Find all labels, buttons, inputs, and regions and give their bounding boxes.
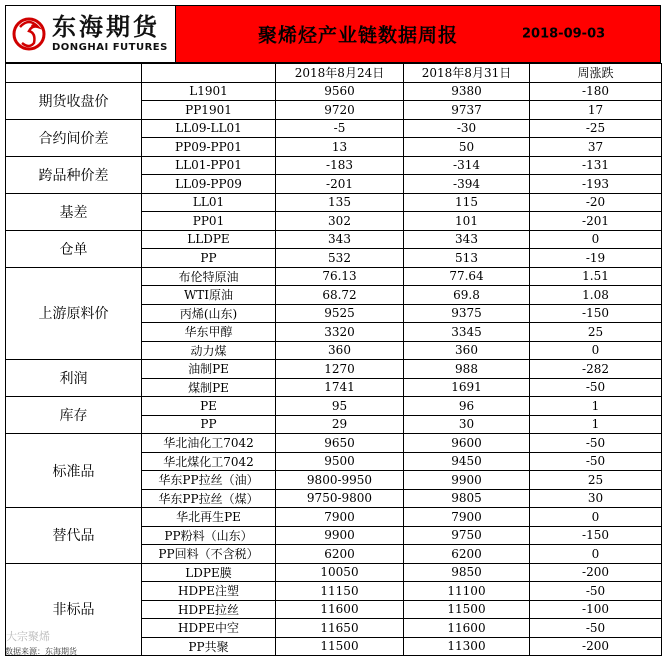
- prev-week-value-cell: 3320: [276, 323, 404, 342]
- item-name-cell: PP1901: [142, 101, 276, 120]
- item-name-cell: PP: [142, 415, 276, 434]
- item-name-cell: 华北煤化工7042: [142, 452, 276, 471]
- weekly-change-cell: -100: [530, 600, 662, 619]
- curr-week-value-cell: 360: [404, 341, 530, 360]
- item-name-cell: LL09-PP09: [142, 175, 276, 194]
- watermark-text: 大宗聚烯: [6, 630, 50, 643]
- curr-week-value-cell: 988: [404, 360, 530, 379]
- curr-week-value-cell: 3345: [404, 323, 530, 342]
- curr-week-value-cell: 6200: [404, 545, 530, 564]
- curr-week-value-cell: 343: [404, 230, 530, 249]
- category-label: 库存: [6, 397, 142, 434]
- footnote-text: 数据来源：东海期货: [5, 647, 77, 656]
- prev-week-value-cell: -183: [276, 156, 404, 175]
- dragon-logo-icon: [12, 13, 46, 55]
- category-label: 基差: [6, 193, 142, 230]
- curr-week-value-cell: -30: [404, 119, 530, 138]
- weekly-change-cell: -200: [530, 563, 662, 582]
- prev-week-value-cell: 11650: [276, 619, 404, 638]
- item-name-cell: 布伦特原油: [142, 267, 276, 286]
- report-header: [5, 5, 661, 63]
- curr-week-value-cell: 9380: [404, 82, 530, 101]
- logo-chinese-name: 东海期货: [52, 13, 160, 41]
- table-row: [6, 508, 662, 527]
- prev-week-value-cell: 343: [276, 230, 404, 249]
- prev-week-value-cell: 532: [276, 249, 404, 268]
- prev-week-value-cell: 360: [276, 341, 404, 360]
- curr-week-value-cell: 7900: [404, 508, 530, 527]
- item-name-cell: PP09-PP01: [142, 138, 276, 157]
- prev-week-value-cell: 11150: [276, 582, 404, 601]
- category-label: 仓单: [6, 230, 142, 267]
- table-row: [6, 156, 662, 175]
- prev-week-value-cell: 1741: [276, 378, 404, 397]
- curr-week-value-cell: 30: [404, 415, 530, 434]
- logo-english-name: DONGHAI FUTURES: [52, 42, 168, 53]
- curr-week-value-cell: 9750: [404, 526, 530, 545]
- weekly-change-cell: -19: [530, 249, 662, 268]
- curr-week-value-cell: 9900: [404, 471, 530, 490]
- weekly-change-cell: 0: [530, 230, 662, 249]
- table-row: [6, 82, 662, 101]
- table-row: [6, 193, 662, 212]
- item-name-cell: LL01-PP01: [142, 156, 276, 175]
- table-row: [6, 563, 662, 582]
- item-name-cell: LL09-LL01: [142, 119, 276, 138]
- prev-week-value-cell: 1270: [276, 360, 404, 379]
- weekly-change-cell: -50: [530, 452, 662, 471]
- item-name-cell: 丙烯(山东): [142, 304, 276, 323]
- weekly-change-cell: 25: [530, 471, 662, 490]
- curr-week-value-cell: 9450: [404, 452, 530, 471]
- weekly-change-cell: -25: [530, 119, 662, 138]
- curr-week-value-cell: 50: [404, 138, 530, 157]
- weekly-change-cell: 0: [530, 341, 662, 360]
- weekly-change-cell: 1: [530, 397, 662, 416]
- item-name-cell: HDPE拉丝: [142, 600, 276, 619]
- table-row: [6, 434, 662, 453]
- prev-week-value-cell: 9500: [276, 452, 404, 471]
- weekly-change-cell: -150: [530, 526, 662, 545]
- weekly-change-cell: -200: [530, 637, 662, 656]
- weekly-change-cell: 25: [530, 323, 662, 342]
- data-table: [5, 63, 662, 656]
- category-label: 上游原料价: [6, 267, 142, 360]
- prev-week-value-cell: 11600: [276, 600, 404, 619]
- prev-week-value-cell: 9560: [276, 82, 404, 101]
- weekly-change-cell: 0: [530, 508, 662, 527]
- prev-week-value-cell: 9720: [276, 101, 404, 120]
- item-name-cell: 华北再生PE: [142, 508, 276, 527]
- company-logo: [6, 6, 176, 62]
- item-name-cell: PP粉料（山东）: [142, 526, 276, 545]
- item-name-cell: LL01: [142, 193, 276, 212]
- category-label: 利润: [6, 360, 142, 397]
- category-label: 期货收盘价: [6, 82, 142, 119]
- curr-week-value-cell: 96: [404, 397, 530, 416]
- category-label: 跨品种价差: [6, 156, 142, 193]
- prev-week-value-cell: 9900: [276, 526, 404, 545]
- curr-week-value-cell: 9805: [404, 489, 530, 508]
- weekly-change-cell: -50: [530, 619, 662, 638]
- weekly-change-cell: -282: [530, 360, 662, 379]
- report-date: 2018-09-03: [522, 26, 606, 42]
- table-row: [6, 397, 662, 416]
- column-header-weekly-change: 周涨跌: [530, 64, 662, 83]
- prev-week-value-cell: -201: [276, 175, 404, 194]
- curr-week-value-cell: 11100: [404, 582, 530, 601]
- item-name-cell: PP: [142, 249, 276, 268]
- weekly-change-cell: -180: [530, 82, 662, 101]
- curr-week-value-cell: 9600: [404, 434, 530, 453]
- curr-week-value-cell: -314: [404, 156, 530, 175]
- title-banner: [176, 6, 660, 62]
- item-name-cell: 华东PP拉丝（油）: [142, 471, 276, 490]
- prev-week-value-cell: 11500: [276, 637, 404, 656]
- item-name-cell: WTI原油: [142, 286, 276, 305]
- prev-week-value-cell: 135: [276, 193, 404, 212]
- prev-week-value-cell: 9650: [276, 434, 404, 453]
- curr-week-value-cell: 11600: [404, 619, 530, 638]
- item-name-cell: LLDPE: [142, 230, 276, 249]
- item-name-cell: HDPE中空: [142, 619, 276, 638]
- table-row: [6, 360, 662, 379]
- table-row: [6, 267, 662, 286]
- column-header-curr-week: 2018年8月31日: [404, 64, 530, 83]
- curr-week-value-cell: 9375: [404, 304, 530, 323]
- curr-week-value-cell: 513: [404, 249, 530, 268]
- weekly-change-cell: -193: [530, 175, 662, 194]
- column-header-prev-week: 2018年8月24日: [276, 64, 404, 83]
- curr-week-value-cell: 11300: [404, 637, 530, 656]
- weekly-change-cell: -131: [530, 156, 662, 175]
- weekly-change-cell: 1: [530, 415, 662, 434]
- weekly-change-cell: 30: [530, 489, 662, 508]
- column-header-row: [6, 64, 662, 83]
- report-title: 聚烯烃产业链数据周报: [258, 24, 459, 47]
- prev-week-value-cell: 10050: [276, 563, 404, 582]
- curr-week-value-cell: 115: [404, 193, 530, 212]
- weekly-change-cell: 1.08: [530, 286, 662, 305]
- item-name-cell: L1901: [142, 82, 276, 101]
- header-blank-cell: [142, 64, 276, 83]
- prev-week-value-cell: 9525: [276, 304, 404, 323]
- item-name-cell: 华东PP拉丝（煤）: [142, 489, 276, 508]
- table-row: [6, 119, 662, 138]
- item-name-cell: PP回料（不含税）: [142, 545, 276, 564]
- prev-week-value-cell: 7900: [276, 508, 404, 527]
- weekly-change-cell: -50: [530, 582, 662, 601]
- prev-week-value-cell: 68.72: [276, 286, 404, 305]
- category-label: 标准品: [6, 434, 142, 508]
- item-name-cell: 油制PE: [142, 360, 276, 379]
- item-name-cell: PP共聚: [142, 637, 276, 656]
- item-name-cell: PP01: [142, 212, 276, 231]
- curr-week-value-cell: 1691: [404, 378, 530, 397]
- prev-week-value-cell: 9750-9800: [276, 489, 404, 508]
- curr-week-value-cell: 101: [404, 212, 530, 231]
- prev-week-value-cell: 302: [276, 212, 404, 231]
- weekly-change-cell: 0: [530, 545, 662, 564]
- weekly-change-cell: -201: [530, 212, 662, 231]
- weekly-change-cell: -20: [530, 193, 662, 212]
- prev-week-value-cell: -5: [276, 119, 404, 138]
- header-blank-cell: [6, 64, 142, 83]
- curr-week-value-cell: -394: [404, 175, 530, 194]
- curr-week-value-cell: 69.8: [404, 286, 530, 305]
- item-name-cell: HDPE注塑: [142, 582, 276, 601]
- item-name-cell: 华东甲醇: [142, 323, 276, 342]
- item-name-cell: PE: [142, 397, 276, 416]
- weekly-change-cell: 37: [530, 138, 662, 157]
- curr-week-value-cell: 9737: [404, 101, 530, 120]
- weekly-change-cell: 17: [530, 101, 662, 120]
- prev-week-value-cell: 6200: [276, 545, 404, 564]
- item-name-cell: 动力煤: [142, 341, 276, 360]
- item-name-cell: 华北油化工7042: [142, 434, 276, 453]
- curr-week-value-cell: 9850: [404, 563, 530, 582]
- weekly-change-cell: -150: [530, 304, 662, 323]
- item-name-cell: 煤制PE: [142, 378, 276, 397]
- item-name-cell: LDPE膜: [142, 563, 276, 582]
- prev-week-value-cell: 13: [276, 138, 404, 157]
- prev-week-value-cell: 29: [276, 415, 404, 434]
- weekly-change-cell: -50: [530, 378, 662, 397]
- category-label: 非标品: [6, 563, 142, 656]
- weekly-change-cell: 1.51: [530, 267, 662, 286]
- category-label: 合约间价差: [6, 119, 142, 156]
- prev-week-value-cell: 95: [276, 397, 404, 416]
- prev-week-value-cell: 9800-9950: [276, 471, 404, 490]
- table-row: [6, 230, 662, 249]
- prev-week-value-cell: 76.13: [276, 267, 404, 286]
- weekly-change-cell: -50: [530, 434, 662, 453]
- curr-week-value-cell: 11500: [404, 600, 530, 619]
- curr-week-value-cell: 77.64: [404, 267, 530, 286]
- category-label: 替代品: [6, 508, 142, 564]
